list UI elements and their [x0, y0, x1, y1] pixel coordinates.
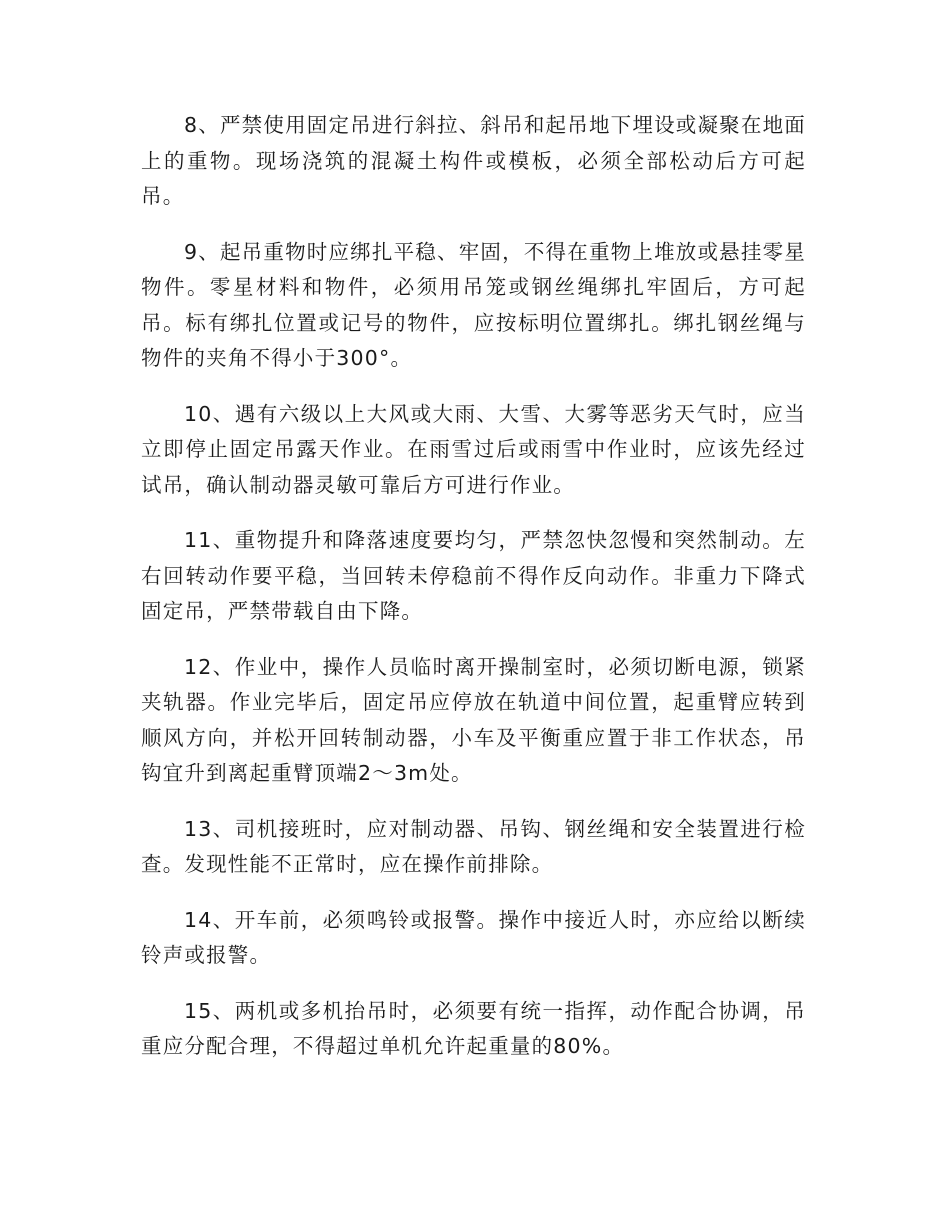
- paragraph-item-12: 12、作业中，操作人员临时离开操制室时，必须切断电源，锁紧夹轨器。作业完毕后，固定吊应停放在轨道中间位置，起重臂应转到顺风方向，并松开回转制动器，小车及平衡重应置于非工作状态，吊钩宜升到离起重臂顶端2～3m处。: [141, 654, 806, 785]
- paragraph-item-15: 15、两机或多机抬吊时，必须要有统一指挥，动作配合协调，吊重应分配合理，不得超过单机允许起重量的80%。: [141, 998, 806, 1058]
- paragraph-item-10: 10、遇有六级以上大风或大雨、大雪、大雾等恶劣天气时，应当立即停止固定吊露天作业。在雨雪过后或雨雪中作业时，应该先经过试吊，确认制动器灵敏可靠后方可进行作业。: [141, 401, 806, 497]
- paragraph-item-13: 13、司机接班时，应对制动器、吊钩、钢丝绳和安全装置进行检查。发现性能不正常时，应在操作前排除。: [141, 816, 806, 876]
- paragraph-item-11: 11、重物提升和降落速度要均匀，严禁忽快忽慢和突然制动。左右回转动作要平稳，当回转未停稳前不得作反向动作。非重力下降式固定吊，严禁带载自由下降。: [141, 528, 806, 623]
- document-body: [141, 108, 806, 1085]
- paragraph-item-9: 9、起吊重物时应绑扎平稳、牢固，不得在重物上堆放或悬挂零星物件。零星材料和物件，必须用吊笼或钢丝绳绑扎牢固后，方可起吊。标有绑扎位置或记号的物件，应按标明位置绑扎。绑扎钢丝绳与物件的夹角不得小于300°。: [141, 239, 806, 370]
- paragraph-item-8: 8、严禁使用固定吊进行斜拉、斜吊和起吊地下埋设或凝聚在地面上的重物。现场浇筑的混凝土构件或模板，必须全部松动后方可起吊。: [141, 113, 806, 208]
- paragraph-item-14: 14、开车前，必须鸣铃或报警。操作中接近人时，亦应给以断续铃声或报警。: [141, 907, 806, 967]
